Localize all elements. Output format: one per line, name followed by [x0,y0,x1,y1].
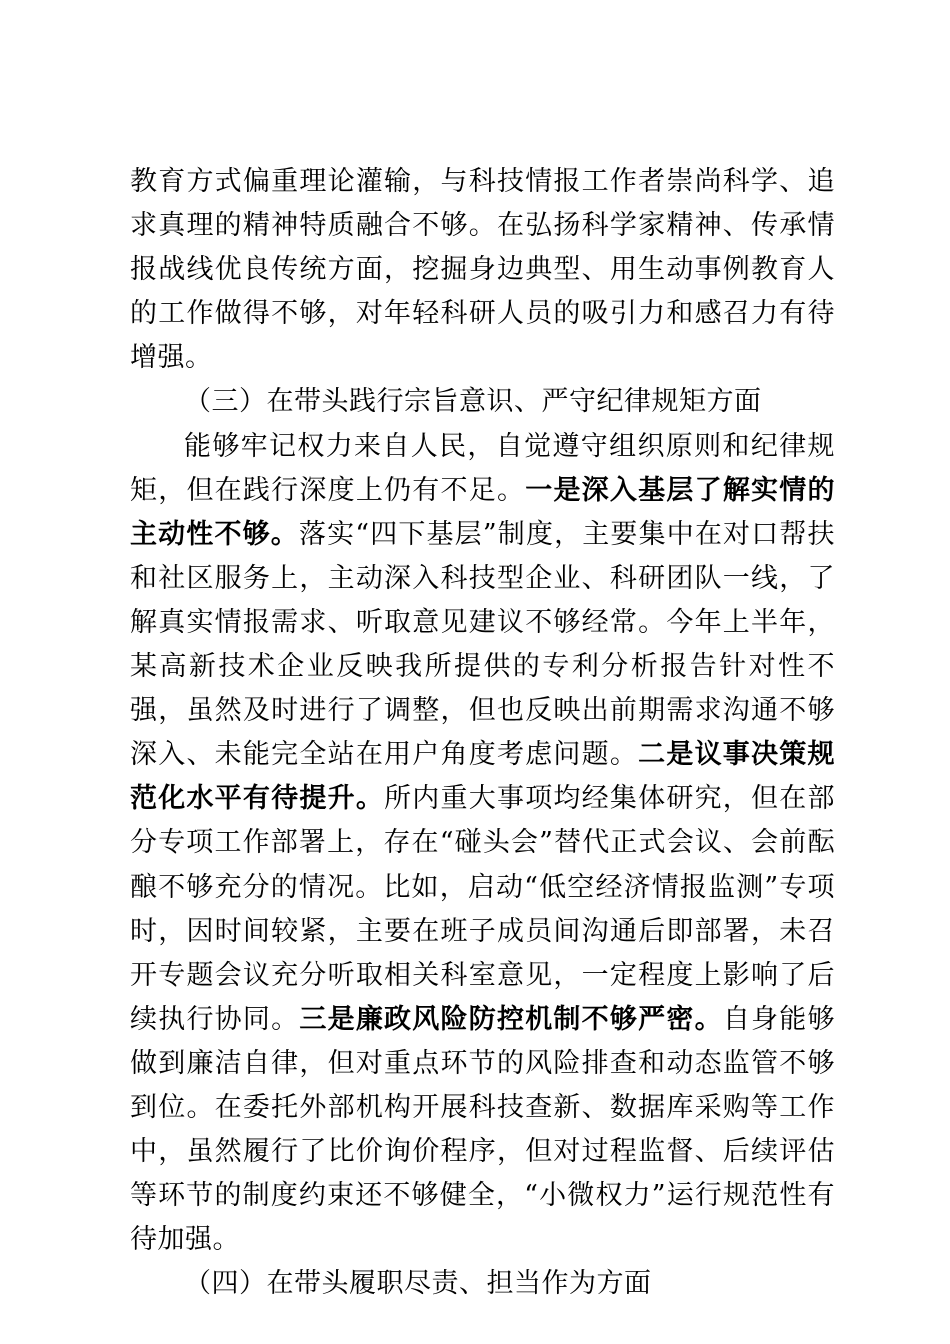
paragraph-continuation [130,160,835,380]
paragraph-text: 自身能够做到廉洁自律，但对重点环节的风险排查和动态监管不够到位。在委托外部机构开展科技查新、数据库采购等工作中，虽然履行了比价询价程序，但对过程监督、后续评估等环节的制度约束还不够健全，“小微权力”运行规范性有待加强。 [130,1003,836,1256]
paragraph-text: 教育方式偏重理论灌输，与科技情报工作者崇尚科学、追求真理的精神特质融合不够。在弘扬科学家精神、传承情报战线优良传统方面，挖掘身边典型、用生动事例教育人的工作做得不够，对年轻科研人员的吸引力和感召力有待增强。 [130,166,835,374]
section-heading-4 [130,1262,835,1306]
heading-text: （三）在带头践行宗旨意识、严守纪律规矩方面 [184,386,762,418]
point-three-title: 三是廉政风险防控机制不够严密。 [299,1003,723,1035]
point-two-title: 二是议事决策规范化水平有待提升。 [130,739,835,815]
section-heading-3 [130,380,835,424]
paragraph-text: 所内重大事项均经集体研究，但在部分专项工作部署上，存在“碰头会”替代正式会议、会前酝酿不够充分的情况。比如，启动“低空经济情报监测”专项时，因时间较紧，主要在班子成员间沟通后即部署，未召开专题会议充分听取相关科室意见，一定程度上影响了后续执行协同。 [130,783,835,1035]
paragraph-body [130,425,835,1263]
document-body [130,160,835,1306]
paragraph-text: 能够牢记权力来自人民，自觉遵守组织原则和纪律规矩，但在践行深度上仍有不足。 [130,430,835,506]
point-one-title: 一是深入基层了解实情的主动性不够。 [130,474,836,550]
heading-text: （四）在带头履职尽责、担当作为方面 [184,1268,652,1300]
paragraph-text: 落实“四下基层”制度，主要集中在对口帮扶和社区服务上，主动深入科技型企业、科研团队一线，了解真实情报需求、听取意见建议不够经常。今年上半年，某高新技术企业反映我所提供的专利分析报告针对性不强，虽然及时进行了调整，但也反映出前期需求沟通不够深入、未能完全站在用户角度考虑问题。 [130,518,835,771]
